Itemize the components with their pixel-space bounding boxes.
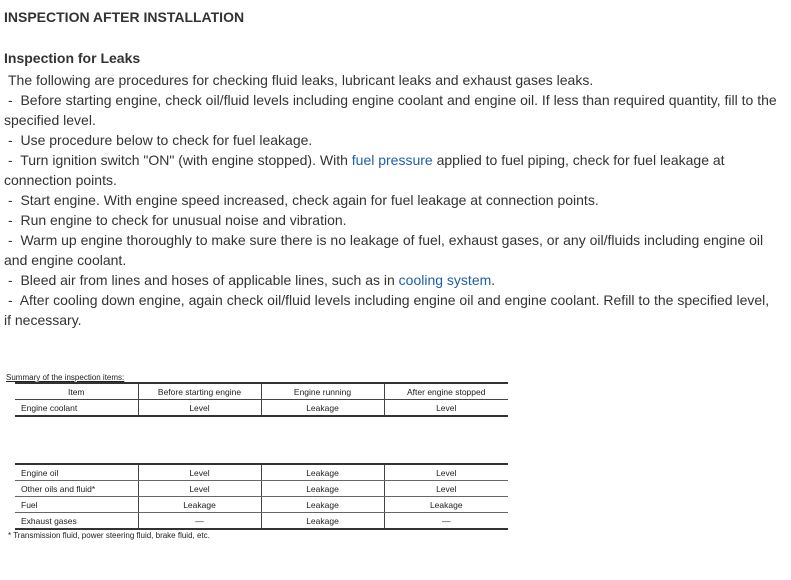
step-5: - Run engine to check for unusual noise and vibration. <box>8 212 347 228</box>
table-cell: — <box>138 513 261 530</box>
table-cell: Level <box>138 481 261 497</box>
header-before-start: Before starting engine <box>138 383 261 400</box>
procedure-text <box>4 70 779 330</box>
cooling-system-link[interactable]: cooling system <box>398 272 492 288</box>
table-cell: Leakage <box>261 464 384 481</box>
table-row <box>15 464 508 481</box>
section-title: Inspection for Leaks <box>4 50 141 66</box>
table-footnote: * Transmission fluid, power steering fluid, brake fluid, etc. <box>8 531 210 540</box>
header-after-stop: After engine stopped <box>384 383 508 400</box>
step-1: - Before starting engine, check oil/fluid levels including engine coolant and engine oil. If less than required quantity, fill to the specified level. <box>4 92 777 128</box>
table-cell: Leakage <box>138 497 261 513</box>
table-cell: Level <box>384 464 508 481</box>
table-cell: Leakage <box>261 481 384 497</box>
table-cell: Leakage <box>261 400 384 417</box>
header-engine-running: Engine running <box>261 383 384 400</box>
table-cell: Fuel <box>15 497 138 513</box>
table-header-row <box>15 383 508 400</box>
header-item: Item <box>15 383 138 400</box>
inspection-table-bottom <box>15 463 508 530</box>
table-cell: Level <box>138 400 261 417</box>
step-4: - Start engine. With engine speed increased, check again for fuel leakage at connection points. <box>8 192 599 208</box>
step-6: - Warm up engine thoroughly to make sure there is no leakage of fuel, exhaust gases, or any oil/fluids including engine oil and engine coolant. <box>4 232 764 268</box>
table-cell: Level <box>138 464 261 481</box>
table-cell: Leakage <box>384 497 508 513</box>
table-cell: — <box>384 513 508 530</box>
table-cell: Other oils and fluid* <box>15 481 138 497</box>
table-cell: Engine coolant <box>21 402 78 413</box>
table-cell: Engine oil <box>15 464 138 481</box>
inspection-table-top <box>15 382 508 417</box>
step-3: - Turn ignition switch "ON" (with engine stopped). With fuel pressure applied to fuel piping, check for fuel leakage at connection points. <box>4 152 725 188</box>
fuel-pressure-link[interactable]: fuel pressure <box>351 152 433 168</box>
table-cell: Level <box>384 400 508 417</box>
table-row <box>15 513 508 530</box>
page-title: INSPECTION AFTER INSTALLATION <box>4 9 245 25</box>
table-caption: Summary of the inspection items: <box>6 373 125 382</box>
table-cell: Leakage <box>261 513 384 530</box>
step-8: - After cooling down engine, again check oil/fluid levels including engine oil and engine coolant. Refill to the specified level, if necessary. <box>4 292 770 328</box>
table-row <box>15 497 508 513</box>
step-2: - Use procedure below to check for fuel leakage. <box>8 132 313 148</box>
table-cell: Leakage <box>261 497 384 513</box>
table-cell: Level <box>384 481 508 497</box>
table-cell: Exhaust gases <box>21 515 77 526</box>
intro-paragraph: The following are procedures for checking fluid leaks, lubricant leaks and exhaust gases leaks. <box>8 72 594 88</box>
table-row <box>15 481 508 497</box>
step-7: - Bleed air from lines and hoses of applicable lines, such as in cooling system. <box>8 272 496 288</box>
table-row <box>15 400 508 417</box>
